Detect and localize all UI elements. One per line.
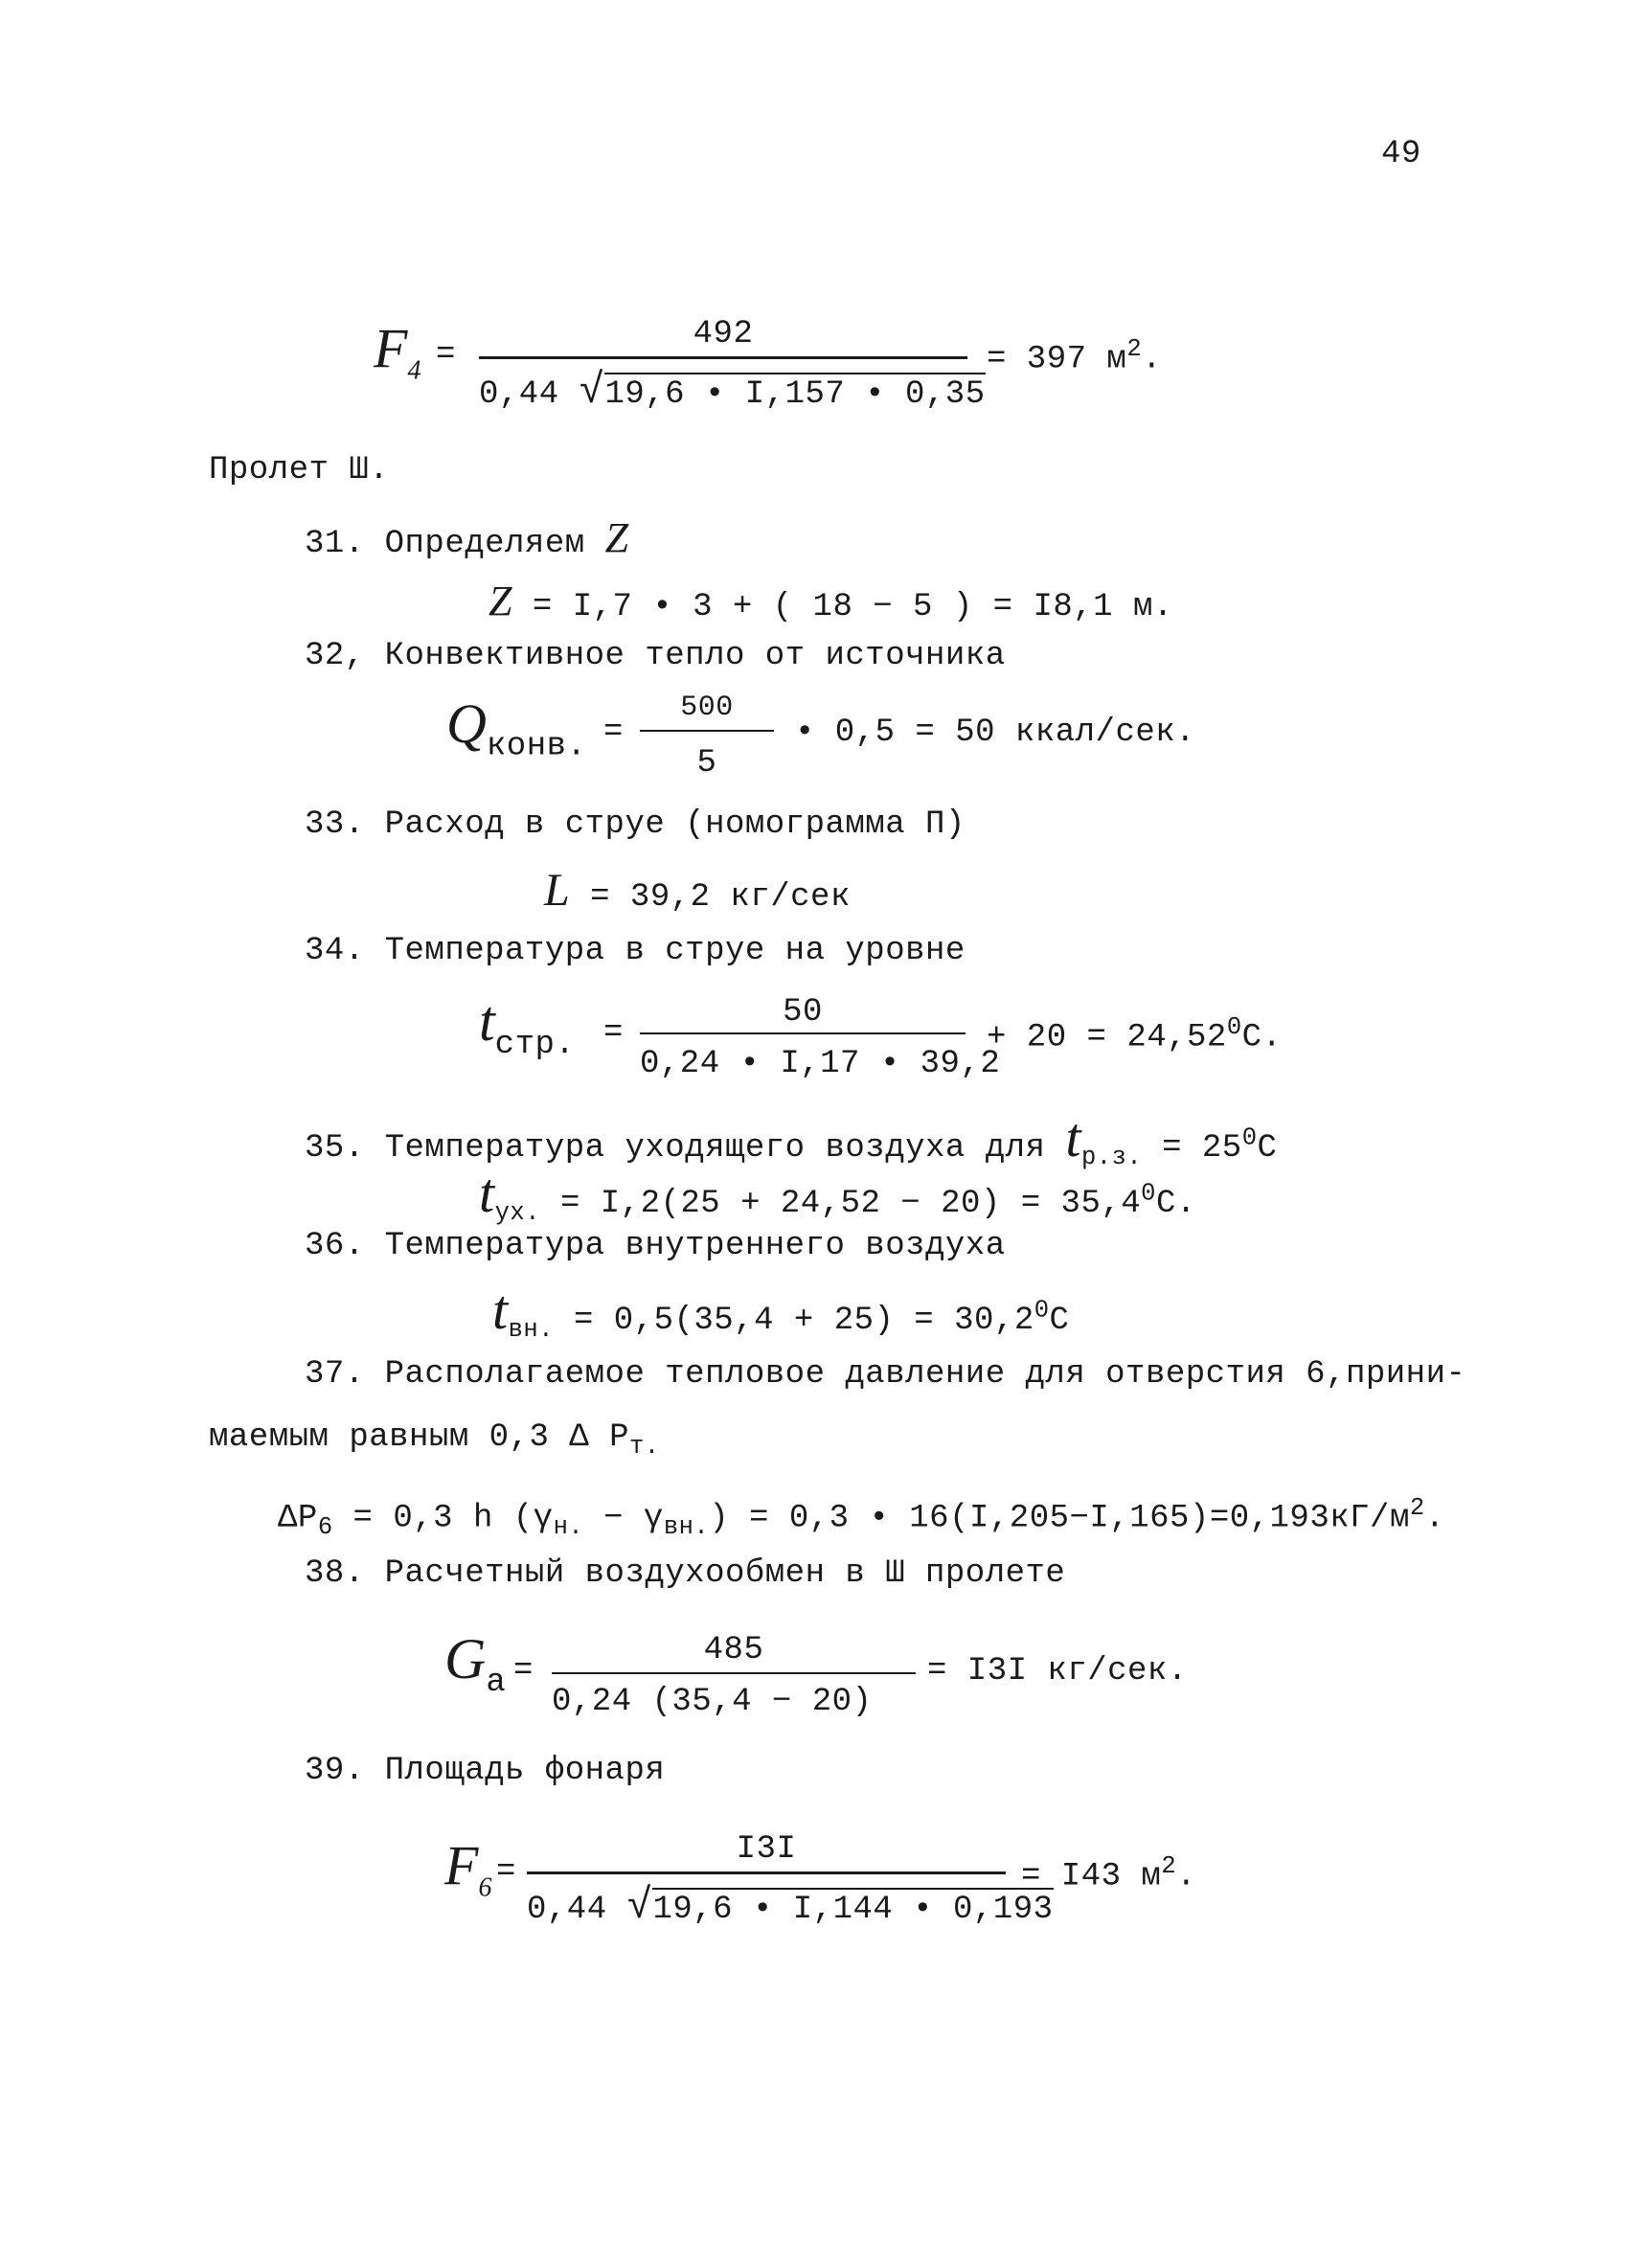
step36-equation: $t_{вн.} = 0,5(35,4 + 25) = 30,2^0С$ [492,1279,1070,1344]
step38-denominator: 0,24 (35,4 − 20) [552,1684,873,1720]
step39-numerator: I3I [736,1831,797,1868]
step31-label: 31. Определяем Z [305,514,629,562]
step32-numerator: 500 [680,692,734,724]
formula-f4-numerator: 492 [693,316,754,352]
formula-f4-eq: = [436,337,456,374]
formula-f4-result: = 397 $м^2$. [987,335,1163,378]
step34-tail: + $20 = 24,52^0С$. [987,1013,1283,1056]
step39-result: = I43 $м^2$. [1021,1852,1197,1895]
formula-f4-fraction-bar [479,356,967,359]
step32-fraction-bar [640,730,774,732]
step39-eq: = [496,1854,516,1891]
step31-equation: Z = I,7 • 3 + ( 18 − 5 ) = I8,1 м. [489,578,1173,625]
step35-label: 35. Температура уходящего воздуха для $t_{р.з.} = 25^0С$ [305,1106,1278,1171]
step32-label: 32, Конвективное тепло от источника [305,638,1006,674]
step34-eq: = [603,1015,624,1052]
page-number: 49 [1381,136,1421,172]
formula-f4-lhs: $F_4$ [374,317,421,386]
step38-fraction-bar [552,1672,916,1674]
step32-denominator: 5 [696,745,717,782]
step33-equation: L = 39,2 кг/сек [544,865,851,916]
step35-equation: $t_{ух.} = I,2(25 + 24,52 - 20) = 35,4^0С$. [479,1162,1196,1227]
step37-line2: маемым равным 0,3 Δ $P_{т.}$ [209,1419,660,1461]
formula-f4-denominator: 0,44 √19,6 • I,157 • 0,35 [479,368,986,416]
step38-tail: = I3I кг/сек. [927,1653,1188,1690]
step32-eq: = [603,714,624,751]
step38-lhs: $G_а$ [444,1627,507,1701]
step33-label: 33. Расход в струе (номограмма П) [305,806,966,843]
step36-label: 36. Температура внутреннего воздуха [305,1228,1006,1264]
step34-denominator: 0,24 • I,17 • 39,2 [640,1046,1001,1082]
step34-numerator: 50 [783,994,823,1031]
step39-lhs: $F_6$ [444,1834,492,1903]
step37-formula: $\Delta P_6 = 0,3$ h $(\gamma_{н.} - \gamma_{вн.}) = 0,3$ • $16(I,205-I,165)=0,193кГ/м^2$. [278,1494,1445,1542]
step34-lhs: $t_{стр.}$ [479,989,576,1063]
step38-eq: = [513,1653,534,1690]
step39-denominator: 0,44 √19,6 • I,144 • 0,193 [527,1883,1054,1931]
step38-label: 38. Расчетный воздухообмен в Ш пролете [305,1555,1066,1592]
step37-line1: 37. Располагаемое тепловое давление для отверстия 6,прини- [305,1356,1466,1393]
step32-lhs: $Q_{конв.}$ [446,692,587,765]
step32-tail: • 0,5 = 50 ккал/сек. [795,714,1196,751]
step34-label: 34. Температура в струе на уровне [305,933,966,969]
step39-fraction-bar [527,1871,1006,1874]
step38-numerator: 485 [703,1632,764,1668]
step34-fraction-bar [640,1032,966,1034]
section-heading: Пролет Ш. [209,452,390,488]
step39-label: 39. Площадь фонаря [305,1753,666,1789]
